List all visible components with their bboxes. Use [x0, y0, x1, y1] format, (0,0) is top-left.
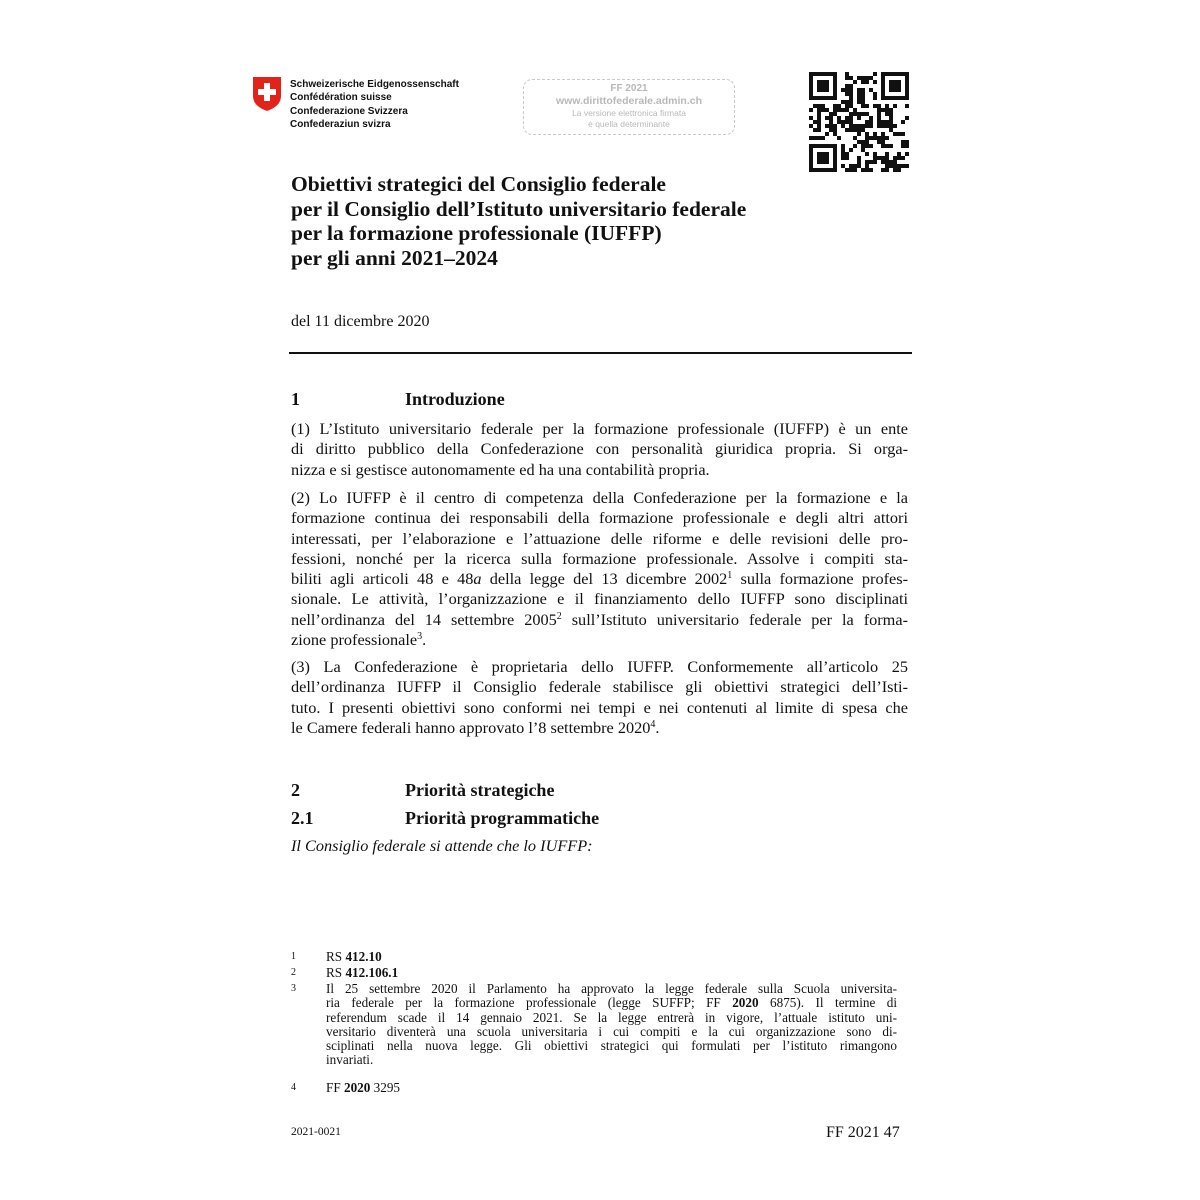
section-number: 2: [291, 780, 300, 800]
document-date: del 11 dicembre 2020: [291, 313, 430, 330]
document-number: 2021-0021: [291, 1126, 341, 1138]
lead-in-text: Il Consiglio federale si attende che lo IUFFP:: [291, 836, 593, 855]
section-heading: Priorità strategiche: [405, 780, 555, 800]
page-reference: FF 2021 47: [826, 1124, 900, 1141]
subsection-number: 2.1: [291, 808, 314, 828]
footnote-ref[interactable]: 3: [417, 631, 423, 643]
paragraph-2: (2) Lo IUFFP è il centro di competenza della Confederazione per la formazione e la formazione continua dei responsabili della formazione professionale e degli altri attori interessati, per l’elaborazione e l’attuazione delle riforme e delle revisioni delle pro- fessioni, nonché per la ricerca sulla formazione professionale. Assolve i compiti sta- biliti agli articoli 48 e 48a della legge del 13 dicembre 2002$^1$ sulla formazione profes- sionale. Le attività, l’organizzazione e il finanziamento dello IUFFP sono disciplinati nell’ordinanza del 14 settembre 2005$^2$ sull’Istituto universitario federale per la forma- zione professionale$^3$.: [291, 488, 909, 650]
agency-name: Schweizerische Eidgenossenschaft Confédération suisse Confederazione Svizzera Confederaziun svizra: [290, 79, 459, 131]
swiss-cross-icon: [252, 76, 282, 112]
signature-stamp: FF 2021 www.dirittofederale.admin.ch La versione elettronica firmata è quella determinante: [523, 79, 735, 135]
section-number: 1: [291, 389, 300, 409]
paragraph-1: (1) L’Istituto universitario federale per la formazione professionale (IUFFP) è un ente di diritto pubblico della Confederazione con personalità giuridica propria. Si orga- nizza e si gestisce autonomamente ed ha una contabilità propria.: [291, 419, 908, 479]
qr-code-icon: [809, 72, 909, 172]
subsection-heading: Priorità programmatiche: [405, 808, 600, 828]
footnote-ref[interactable]: 2: [556, 610, 562, 622]
document-title: Obiettivi strategici del Consiglio federale per il Consiglio dell’Istituto universitario federale per la formazione professionale (IUFFP) per gli anni 2021–2024: [291, 172, 747, 270]
paragraph-3: (3) La Confederazione è proprietaria dello IUFFP. Conformemente all’articolo 25 dell’ordinanza IUFFP il Consiglio federale stabilisce gli obiettivi strategici dell’Isti- tuto. I presenti obiettivi sono conformi nei tempi e nei contenuti al limite di spesa che le Camere federali hanno approvato l’8 settembre 2020$^4$.: [291, 657, 908, 737]
section-heading: Introduzione: [405, 389, 505, 409]
footnote-ref[interactable]: 1: [727, 570, 733, 582]
title-divider: [289, 352, 912, 354]
footnote-ref[interactable]: 4: [650, 718, 656, 730]
